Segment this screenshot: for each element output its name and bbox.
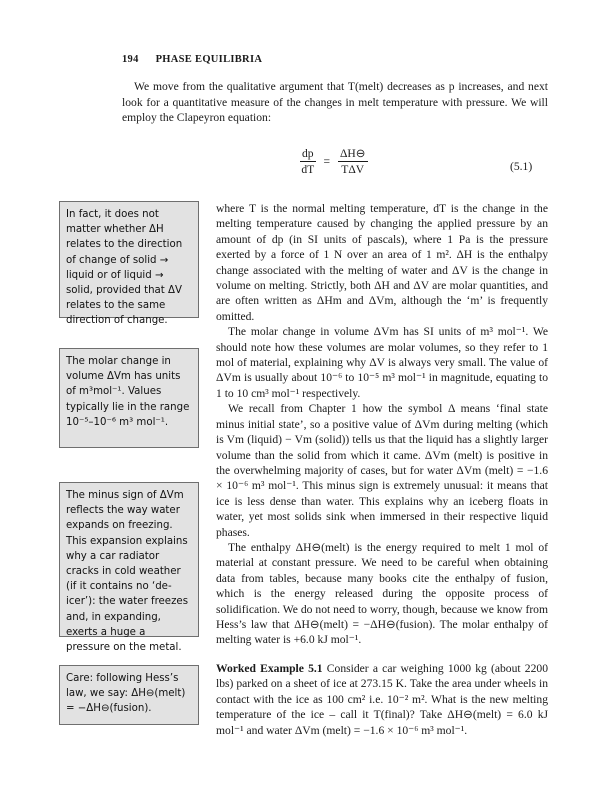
margin-note-direction: In fact, it does not matter whether ΔH relates to the direction of change of solid → liquid or of liquid → solid, provided that ΔV relates to the same direction of change. (59, 201, 199, 318)
equation-lhs (300, 147, 316, 176)
equation-rhs (338, 146, 368, 176)
body-paragraph-3: We recall from Chapter 1 how the symbol Δ means ‘final state minus initial state’, so a positive value of ΔVm during melting (which is Vm (liquid) − Vm (solid)) tells us that the liquid has a slightly larger volume than the solid from which it came. ΔVm (melt) is positive in the overwhelming majority of cases, but for water ΔVm (melt) = −1.6 × 10⁻⁶ m³ mol⁻¹. This minus sign is extremely unusual: it means that ice is less dense than water. This explains why an iceberg floats in water, yet most solids sink when immersed in their respective liquid phases. (216, 402, 548, 539)
body-paragraph-4: The enthalpy ΔH⊖(melt) is the energy required to melt 1 mol of material at constant pressure. We need to be careful when obtaining data from tables, because many books cite the enthalpy of fusion, which is the energy released during the opposite process of solidification. We do not need to worry, though, because we know from Hess’s law that ΔH⊖(melt) = −ΔH⊖(fusion). The molar enthalpy of melting water is +6.0 kJ mol⁻¹. (216, 540, 548, 647)
equation-lhs-denominator: dT (301, 162, 315, 176)
margin-note-molar-volume: The molar change in volume ΔVm has units of m³mol⁻¹. Values typically lie in the range 10⁻⁵–10⁻⁶ m³ mol⁻¹. (59, 348, 199, 448)
margin-note-hess-law: Care: following Hess’s law, we say: ΔH⊖(melt) = −ΔH⊖(fusion). (59, 665, 199, 725)
running-title: PHASE EQUILIBRIA (155, 54, 263, 65)
worked-example-title: Worked Example 5.1 (216, 662, 323, 675)
intro-text: We move from the qualitative argument that T(melt) decreases as p increases, and next look for a quantitative measure of the changes in melt temperature with pressure. We will employ the Clapeyron equation: (122, 80, 548, 124)
equation-lhs-numerator: dp (302, 146, 314, 160)
body-paragraph-2: The molar change in volume ΔVm has SI units of m³ mol⁻¹. We should note how these volumes are molar volumes, so they refer to 1 mol of material, explaining why ΔV is always very small. The value of ΔVm is usually about 10⁻⁶ to 10⁻⁵ m³ mol⁻¹ in magnitude, equating to 1 to 10 cm³ mol⁻¹ respectively. (216, 325, 548, 400)
equation-rhs-denominator: TΔV (341, 163, 365, 176)
intro-paragraph (122, 79, 548, 126)
equation-rhs-numerator: ΔH⊖ (339, 147, 366, 160)
page-number: 194 (122, 54, 139, 65)
page-header (122, 54, 262, 65)
margin-note-water-expands: The minus sign of ΔVm reflects the way water expands on freezing. This expansion explains why a car radiator cracks in cold weather (if it contains no ‘de-icer’): the water freezes and, in expanding, exerts a huge a pressure on the metal. (59, 482, 199, 637)
body-paragraph-1: where T is the normal melting temperature, dT is the change in the melting temperature caused by changing the applied pressure by an amount of dp (in SI units of pascals), where 1 Pa is the pressure exerted by a force of 1 N over an area of 1 m². ΔH is the enthalpy change associated with the melting of water and ΔV is the change in volume on melting. Strictly, both ΔH and ΔV are molar quantities, and are often written as ΔHm and ΔVm, although the ‘m’ is frequently omitted. (216, 202, 548, 323)
main-text-column (216, 201, 548, 648)
equation-equals: = (323, 154, 331, 168)
clapeyron-equation (300, 146, 368, 176)
equation-number: (5.1) (510, 160, 533, 173)
worked-example-text: Consider a car weighing 1000 kg (about 2200 lbs) parked on a sheet of ice at 273.15 K. Take the area under wheels in contact with the ice as 100 cm² i.e. 10⁻² m². What is the new melting temperature of the ice – call it T(final)? Take ΔH⊖(melt) = 6.0 kJ mol⁻¹ and water ΔVm (melt) = −1.6 × 10⁻⁶ m³ mol⁻¹. (216, 662, 548, 737)
worked-example (216, 661, 548, 738)
